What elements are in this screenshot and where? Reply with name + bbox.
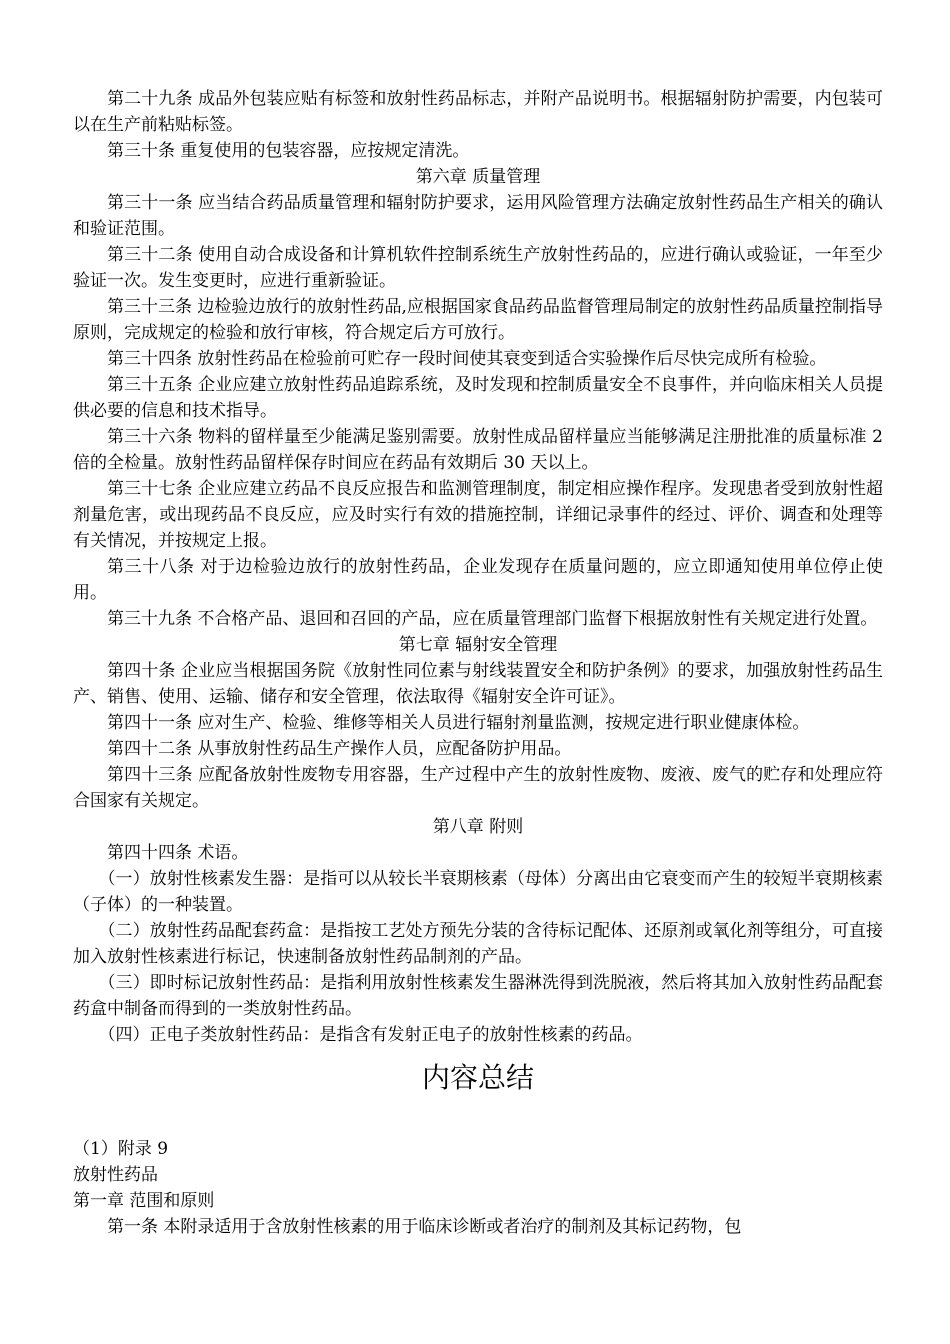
summary-line: 第一章 范围和原则: [73, 1191, 215, 1211]
term-definition: （三）即时标记放射性药品：是指利用放射性核素发生器淋洗得到洗脱液，然后将其加入放射性药品配套药盒中制备而得到的一类放射性药品。: [73, 973, 883, 1019]
section-packaging: [73, 86, 883, 164]
article-paragraph: 第四十三条 应配备放射性废物专用容器，生产过程中产生的放射性废物、废液、废气的贮存和处理应符合国家有关规定。: [73, 765, 883, 811]
term-definition: （一）放射性核素发生器：是指可以从较长半衰期核素（母体）分离出由它衰变而产生的较短半衰期核素（子体）的一种装置。: [73, 869, 883, 915]
section-terms: [73, 866, 883, 1048]
summary-title: 内容总结: [421, 1061, 534, 1094]
summary-line: （1）附录 9: [73, 1139, 169, 1159]
chapter-7-heading: 第七章 辐射安全管理: [398, 635, 558, 655]
section-quality-management: [73, 190, 883, 632]
article-paragraph: 第三十三条 边检验边放行的放射性药品,应根据国家食品药品监督管理局制定的放射性药品质量控制指导原则，完成规定的检验和放行审核，符合规定后方可放行。: [73, 297, 883, 343]
article-paragraph: 第三十五条 企业应建立放射性药品追踪系统，及时发现和控制质量安全不良事件，并向临床相关人员提供必要的信息和技术指导。: [73, 375, 883, 421]
chapter-8-heading: 第八章 附则: [432, 817, 524, 837]
article-paragraph: 第二十九条 成品外包装应贴有标签和放射性药品标志，并附产品说明书。根据辐射防护需要，内包装可以在生产前粘贴标签。: [73, 89, 883, 135]
term-definition: （四）正电子类放射性药品：是指含有发射正电子的放射性核素的药品。: [98, 1025, 643, 1045]
chapter-6-heading: 第六章 质量管理: [415, 167, 541, 187]
article-paragraph: 第三十一条 应当结合药品质量管理和辐射防护要求，运用风险管理方法确定放射性药品生产相关的确认和验证范围。: [73, 193, 883, 239]
article-paragraph: 第三十四条 放射性药品在检验前可贮存一段时间使其衰变到适合实验操作后尽快完成所有检验。: [107, 349, 827, 369]
term-definition: （二）放射性药品配套药盒：是指按工艺处方预先分装的含待标记配体、还原剂或氧化剂等组分，可直接加入放射性核素进行标记，快速制备放射性药品制剂的产品。: [73, 921, 883, 967]
article-44: 第四十四条 术语。: [107, 843, 249, 863]
article-paragraph: 第四十二条 从事放射性药品生产操作人员，应配备防护用品。: [107, 739, 572, 759]
article-paragraph: 第四十一条 应对生产、检验、维修等相关人员进行辐射剂量监测，按规定进行职业健康体检。: [107, 713, 810, 733]
article-paragraph: 第三十八条 对于边检验边放行的放射性药品，企业发现存在质量问题的，应立即通知使用单位停止使用。: [73, 557, 883, 603]
section-radiation-safety: [73, 658, 883, 814]
article-paragraph: 第三十九条 不合格产品、退回和召回的产品，应在质量管理部门监督下根据放射性有关规定进行处置。: [107, 609, 878, 629]
summary-lines: [73, 1136, 883, 1214]
article-paragraph: 第四十条 企业应当根据国务院《放射性同位素与射线装置安全和防护条例》的要求，加强放射性药品生产、销售、使用、运输、储存和安全管理，依法取得《辐射安全许可证》。: [73, 661, 883, 707]
summary-line: 放射性药品: [73, 1165, 158, 1185]
document-page: [73, 86, 883, 1240]
summary-last-paragraph: 第一条 本附录适用于含放射性核素的用于临床诊断或者治疗的制剂及其标记药物，包: [107, 1217, 742, 1237]
article-paragraph: 第三十条 重复使用的包装容器，应按规定清洗。: [107, 141, 470, 161]
article-paragraph: 第三十二条 使用自动合成设备和计算机软件控制系统生产放射性药品的，应进行确认或验证，一年至少验证一次。发生变更时，应进行重新验证。: [73, 245, 883, 291]
article-paragraph: 第三十七条 企业应建立药品不良反应报告和监测管理制度，制定相应操作程序。发现患者受到放射性超剂量危害，或出现药品不良反应，应及时实行有效的措施控制，详细记录事件的经过、评价、调查和处理等有关情况，并按规定上报。: [73, 479, 883, 551]
article-paragraph: 第三十六条 物料的留样量至少能满足鉴别需要。放射性成品留样量应当能够满足注册批准的质量标准 2 倍的全检量。放射性药品留样保存时间应在药品有效期后 30 天以上。: [73, 427, 883, 473]
